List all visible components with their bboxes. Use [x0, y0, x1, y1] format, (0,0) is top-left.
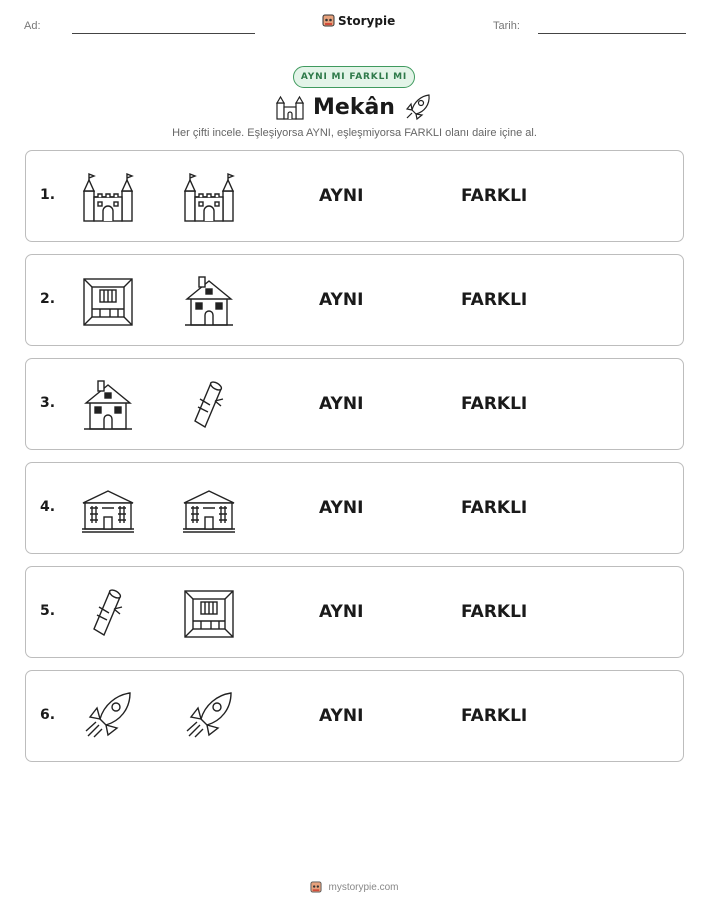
exercise-row-5 [25, 566, 684, 658]
same-option[interactable]: AYNI [319, 498, 364, 518]
same-option[interactable]: AYNI [319, 602, 364, 622]
name-line[interactable] [72, 33, 255, 34]
brand-name: Storypie [338, 13, 396, 28]
same-option[interactable]: AYNI [319, 394, 364, 414]
footer-url[interactable]: mystorypie.com [328, 881, 399, 893]
haunted-house-icon [80, 377, 136, 433]
scroll-icon [181, 377, 237, 433]
different-option[interactable]: FARKLI [461, 498, 528, 518]
different-option[interactable]: FARKLI [461, 602, 528, 622]
prison-cell-icon [80, 273, 136, 329]
rocket-icon [80, 689, 136, 745]
rocket-icon [403, 93, 433, 121]
school-building-icon [80, 481, 136, 537]
footer [0, 880, 709, 894]
same-option[interactable]: AYNI [319, 290, 364, 310]
row-number: 1. [40, 187, 56, 203]
same-option[interactable]: AYNI [319, 706, 364, 726]
rocket-icon [181, 689, 237, 745]
castle-icon [275, 93, 305, 121]
haunted-house-icon [181, 273, 237, 329]
row-number: 2. [40, 291, 56, 307]
prison-cell-icon [181, 585, 237, 641]
worksheet-type-badge: AYNI MI FARKLI MI [293, 66, 415, 88]
same-option[interactable]: AYNI [319, 186, 364, 206]
exercise-row-6 [25, 670, 684, 762]
date-line[interactable] [538, 33, 686, 34]
brand-logo [322, 13, 395, 28]
page-title: Mekân [313, 94, 395, 120]
exercise-row-3 [25, 358, 684, 450]
name-label: Ad: [24, 20, 41, 32]
different-option[interactable]: FARKLI [461, 290, 528, 310]
castle-icon [181, 169, 237, 225]
different-option[interactable]: FARKLI [461, 186, 528, 206]
storypie-mascot-icon [310, 880, 322, 894]
row-number: 4. [40, 499, 56, 515]
row-number: 5. [40, 603, 56, 619]
exercise-row-4 [25, 462, 684, 554]
different-option[interactable]: FARKLI [461, 706, 528, 726]
storypie-mascot-icon [322, 13, 335, 28]
scroll-icon [80, 585, 136, 641]
school-building-icon [181, 481, 237, 537]
exercise-row-1 [25, 150, 684, 242]
row-number: 3. [40, 395, 56, 411]
different-option[interactable]: FARKLI [461, 394, 528, 414]
instructions: Her çifti incele. Eşleşiyorsa AYNI, eşleşmiyorsa FARKLI olanı daire içine al. [172, 127, 537, 139]
row-number: 6. [40, 707, 56, 723]
castle-icon [80, 169, 136, 225]
exercise-row-2 [25, 254, 684, 346]
title-row [268, 92, 440, 122]
date-label: Tarih: [493, 20, 520, 32]
